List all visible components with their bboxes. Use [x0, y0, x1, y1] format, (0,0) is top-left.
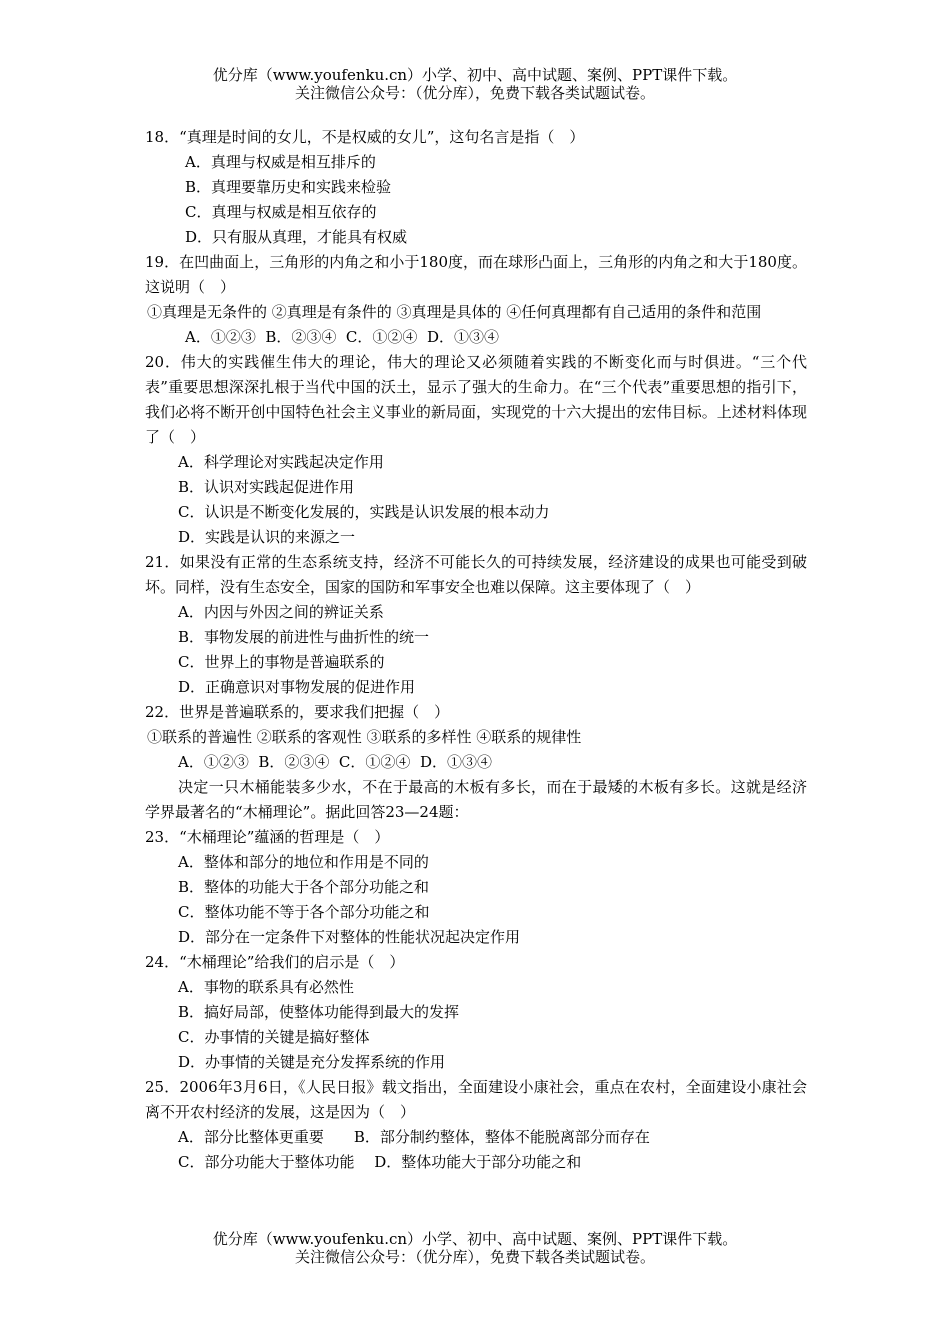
options-a-b: A．部分比整体更重要 B．部分制约整体，整体不能脱离部分而存在 [178, 1128, 650, 1146]
question-stem: 24．“木桶理论”给我们的启示是（ ） [145, 953, 405, 971]
footer-line-2: 关注微信公众号：（优分库），免费下载各类试题试卷。 [294, 1248, 655, 1266]
option-a: A．科学理论对实践起决定作用 [178, 453, 384, 471]
question-25 [145, 1075, 807, 1175]
question-stem: 21．如果没有正常的生态系统支持，经济不可能长久的可持续发展，经济建设的成果也可能受到破坏。同样，没有生态安全，国家的国防和军事安全也难以保障。这主要体现了（ ） [145, 553, 807, 596]
question-list [145, 125, 807, 1175]
question-stem: 23．“木桶理论”蕴涵的哲理是（ ） [145, 828, 390, 846]
question-stem: 18．“真理是时间的女儿，不是权威的女儿”，这句名言是指（ ） [145, 128, 585, 146]
option-a: A．真理与权威是相互排斥的 [185, 153, 376, 171]
page-header [0, 66, 950, 102]
option-a: A．内因与外因之间的辨证关系 [178, 603, 384, 621]
answer-options: A．①②③ B．②③④ C．①②④ D．①③④ [178, 753, 492, 771]
option-d: D．部分在一定条件下对整体的性能状况起决定作用 [178, 928, 521, 946]
option-c: C．真理与权威是相互依存的 [185, 203, 377, 221]
option-d: D．正确意识对事物发展的促进作用 [178, 678, 416, 696]
question-21 [145, 550, 807, 700]
question-stem: 20．伟大的实践催生伟大的理论，伟大的理论又必须随着实践的不断变化而与时俱进。“三个代表”重要思想深深扎根于当代中国的沃土，显示了强大的生命力。在“三个代表”重要思想的指引下，我们必将不断开创中国特色社会主义事业的新局面，实现党的十六大提出的宏伟目标。上述材料体现了（ ） [145, 353, 807, 446]
option-c: C．整体功能不等于各个部分功能之和 [178, 903, 430, 921]
answer-options: A．①②③ B．②③④ C．①②④ D．①③④ [185, 328, 499, 346]
question-19 [145, 250, 807, 350]
page-footer [0, 1230, 950, 1266]
question-18 [145, 125, 807, 250]
option-a: A．整体和部分的地位和作用是不同的 [178, 853, 429, 871]
option-b: B．搞好局部，使整体功能得到最大的发挥 [178, 1003, 460, 1021]
option-b: B．事物发展的前进性与曲折性的统一 [178, 628, 430, 646]
option-a: A．事物的联系具有必然性 [178, 978, 354, 996]
option-d: D．办事情的关键是充分发挥系统的作用 [178, 1053, 446, 1071]
question-22 [145, 700, 807, 775]
footer-line-1: 优分库（www.youfenku.cn）小学、初中、高中试题、案例、PPT课件下载。 [212, 1230, 738, 1248]
option-c: C．办事情的关键是搞好整体 [178, 1028, 370, 1046]
option-d: D．实践是认识的来源之一 [178, 528, 356, 546]
option-b: B．真理要靠历史和实践来检验 [185, 178, 392, 196]
question-20 [145, 350, 807, 550]
statement-items: ①联系的普遍性 ②联系的客观性 ③联系的多样性 ④联系的规律性 [147, 728, 582, 746]
statement-items: ①真理是无条件的 ②真理是有条件的 ③真理是具体的 ④任何真理都有自己适用的条件和范围 [147, 303, 762, 321]
question-stem: 25．2006年3月6日，《人民日报》载文指出，全面建设小康社会，重点在农村，全面建设小康社会离不开农村经济的发展，这是因为（ ） [145, 1078, 807, 1121]
option-b: B．认识对实践起促进作用 [178, 478, 355, 496]
options-c-d: C．部分功能大于整体功能 D．整体功能大于部分功能之和 [178, 1153, 582, 1171]
question-stem: 22．世界是普遍联系的，要求我们把握（ ） [145, 703, 450, 721]
option-c: C．世界上的事物是普遍联系的 [178, 653, 385, 671]
question-stem: 19．在凹曲面上，三角形的内角之和小于180度，而在球形凸面上，三角形的内角之和大于180度。这说明（ ） [145, 253, 807, 296]
header-line-1: 优分库（www.youfenku.cn）小学、初中、高中试题、案例、PPT课件下载。 [212, 66, 738, 84]
question-23 [145, 825, 807, 950]
option-b: B．整体的功能大于各个部分功能之和 [178, 878, 430, 896]
option-c: C．认识是不断变化发展的，实践是认识发展的根本动力 [178, 503, 550, 521]
header-line-2: 关注微信公众号：（优分库），免费下载各类试题试卷。 [294, 84, 655, 102]
reading-passage: 决定一只木桶能装多少水，不在于最高的木板有多长，而在于最矮的木板有多长。这就是经济学界最著名的“木桶理论”。据此回答23—24题： [145, 778, 807, 821]
option-d: D．只有服从真理，才能具有权威 [185, 228, 408, 246]
question-24 [145, 950, 807, 1075]
